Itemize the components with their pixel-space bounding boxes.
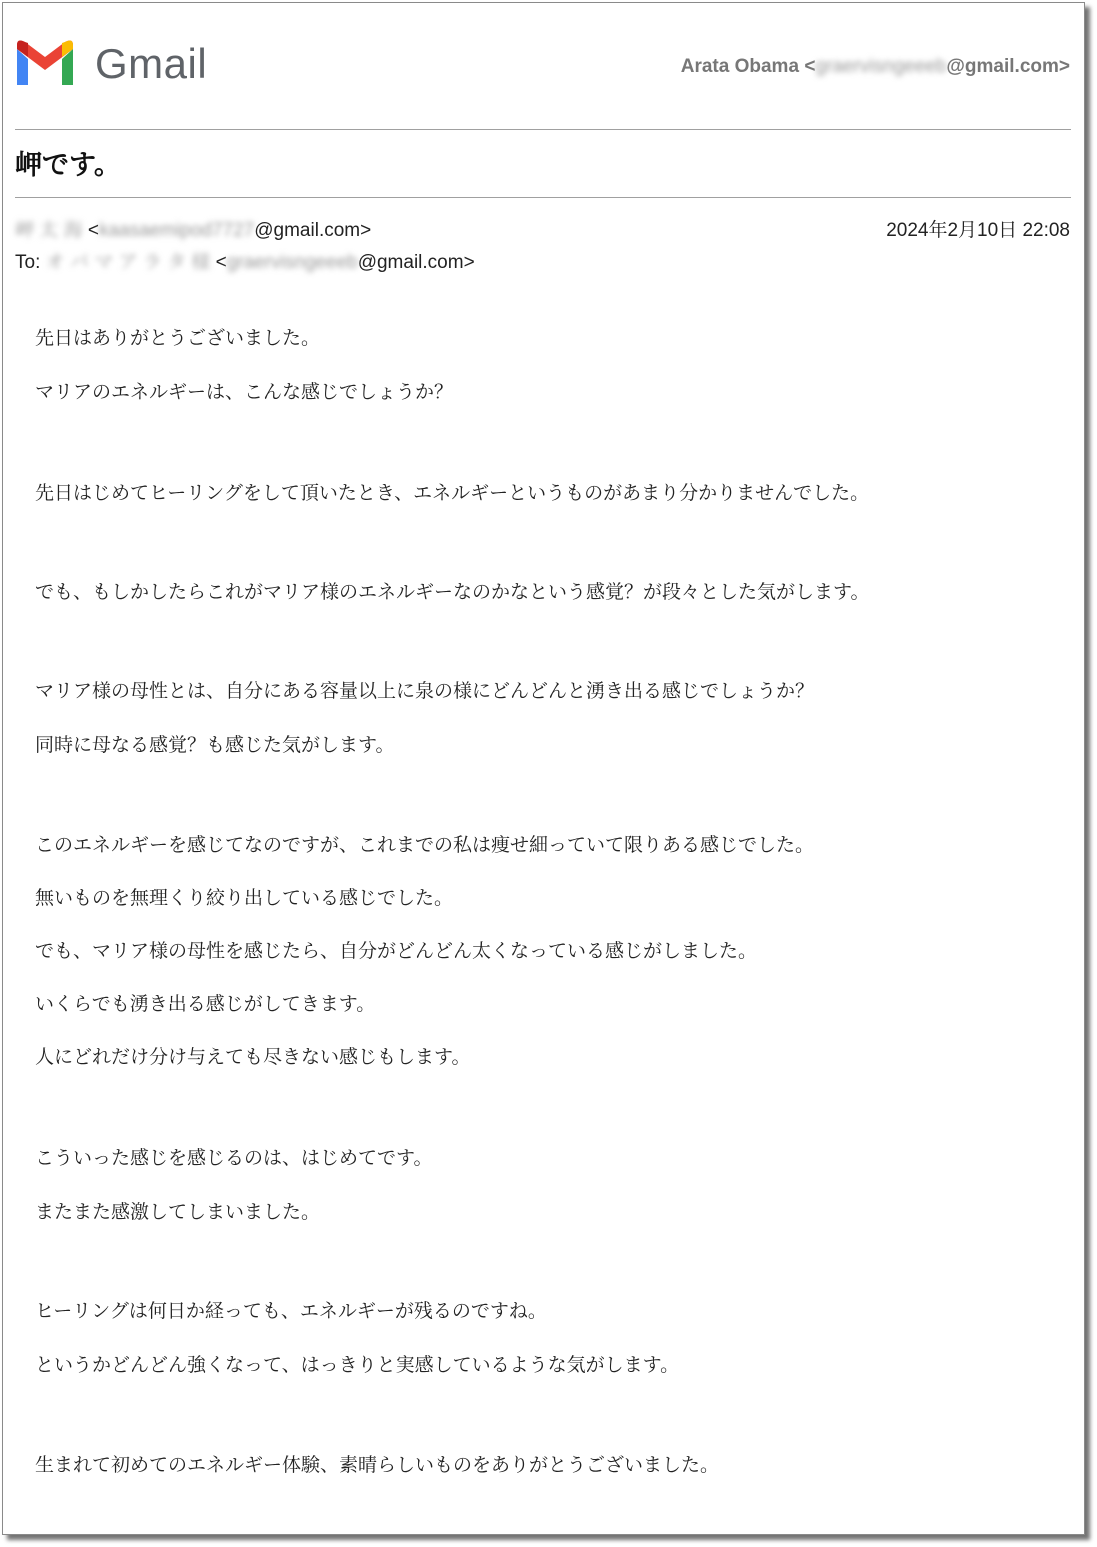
body-paragraph: マリア様の母性とは、自分にある容量以上に泉の様にどんどんと湧き出る感じでしょうか？ <box>35 680 815 702</box>
header <box>3 3 1084 129</box>
body-paragraph: 人にどれだけ分け与えても尽きない感じもします。 <box>35 1046 471 1068</box>
sender-email-domain: @gmail.com> <box>254 220 372 241</box>
body-paragraph: でも、もしかしたらこれがマリア様のエネルギーなのかなという感覚？が段々とした気がします。 <box>35 581 870 603</box>
account-email-blurred: graervisngeeeb <box>815 56 947 77</box>
body-paragraph: 先日はじめてヒーリングをして頂いたとき、エネルギーというものがあまり分かりませんでした。 <box>35 482 870 504</box>
gmail-wordmark: Gmail <box>95 40 208 87</box>
account-info <box>681 56 1070 78</box>
recipient-email-open: < <box>215 252 227 273</box>
recipient-name-blurred: オ バ マ ア ラ タ 様 <box>45 252 211 273</box>
body-paragraph: 無いものを無理くり絞り出している感じでした。 <box>35 887 454 909</box>
sender-line <box>15 215 371 242</box>
sender-name-blurred: 岬 太 海 <box>15 220 83 241</box>
body-paragraph: こういった感じを感じるのは、はじめてです。 <box>35 1147 433 1169</box>
recipient-line <box>15 247 475 274</box>
body-paragraph: マリアのエネルギーは、こんな感じでしょうか？ <box>35 381 454 403</box>
email-subject: 岬です。 <box>15 150 121 181</box>
recipient-email-domain: @gmail.com> <box>357 252 475 273</box>
divider <box>15 129 1071 130</box>
divider <box>15 197 1071 198</box>
account-email-open: < <box>804 56 816 77</box>
to-label: To: <box>15 252 41 273</box>
body-paragraph: 先日はありがとうございました。 <box>35 327 321 349</box>
recipient-email-blurred: graervisngeeeb <box>226 252 358 273</box>
email-print-page <box>2 2 1085 1535</box>
body-paragraph: このエネルギーを感じてなのですが、これまでの私は痩せ細っていて限りある感じでした。 <box>35 834 815 856</box>
body-paragraph: というかどんどん強くなって、はっきりと実感しているような気がします。 <box>35 1354 680 1376</box>
body-paragraph: またまた感激してしまいました。 <box>35 1201 321 1223</box>
body-paragraph: ヒーリングは何日か経っても、エネルギーが残るのですね。 <box>35 1300 547 1322</box>
account-name: Arata Obama <box>680 56 800 77</box>
body-paragraph: 同時に母なる感覚？も感じた気がします。 <box>35 734 395 756</box>
email-date: 2024年2月10日 22:08 <box>886 220 1070 241</box>
body-paragraph: いくらでも湧き出る感じがしてきます。 <box>35 993 376 1015</box>
sender-email-open: < <box>87 220 99 241</box>
body-paragraph: 生まれて初めてのエネルギー体験、素晴らしいものをありがとうございました。 <box>35 1454 720 1476</box>
body-paragraph: でも、マリア様の母性を感じたら、自分がどんどん太くなっている感じがしました。 <box>35 940 758 962</box>
sender-email-blurred: kaasaemipod7727 <box>98 220 255 241</box>
gmail-logo <box>13 39 207 89</box>
gmail-m-icon <box>13 39 77 89</box>
account-email-domain: @gmail.com> <box>946 56 1070 77</box>
